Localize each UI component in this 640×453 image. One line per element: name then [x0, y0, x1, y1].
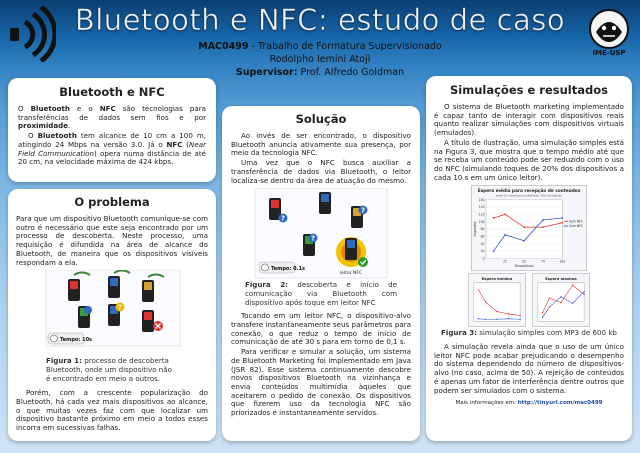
section-title: Bluetooth e NFC	[59, 85, 165, 99]
data-point	[572, 303, 573, 304]
data-point	[496, 319, 497, 320]
figure-3-caption: Figura 3: simulação simples com MP3 de 600 kb	[441, 328, 617, 338]
figure-2-caption: Figura 2: descoberta e início de comunicação via Bluetooth com dispositivo após toque em leitor NFC	[245, 280, 397, 307]
svg-text:?: ?	[310, 234, 316, 243]
data-point	[549, 307, 550, 308]
section-simulacoes	[426, 76, 632, 441]
course-line	[60, 41, 580, 53]
figure-3-main-chart	[471, 185, 587, 271]
x-tick-label: 100	[559, 260, 566, 265]
data-point	[572, 285, 573, 286]
paragraph: O sistema de Bluetooth marketing implementado é capaz tanto de interagir com dispositivos reais quanto realizar simulações com dispositivos virtuais (emulados).	[434, 102, 624, 138]
y-tick-label: 120	[478, 212, 485, 217]
x-tick-label: 25	[503, 260, 508, 265]
data-point	[508, 318, 509, 319]
phone-icon	[108, 276, 120, 298]
paragraph: Uma vez que o NFC busca auxiliar a transferência de dados via Bluetooth, o leitor localiza-se dentro da área de atuação do mesmo.	[231, 158, 411, 185]
figure-3-small-charts	[434, 273, 624, 327]
y-tick-label: 80	[480, 227, 485, 232]
course-description: - Trabalho de Formatura Supervisionado	[248, 41, 442, 52]
section-title: Solução	[295, 112, 347, 126]
y-tick-label: 100	[478, 220, 485, 225]
more-info-link[interactable]: http://tinyurl.com/mac0499	[517, 400, 603, 407]
success-icon	[358, 257, 368, 267]
chart-subtitle: entre 10 conexões simultâneas, 20% de rejeição	[495, 193, 563, 198]
ime-usp-logo	[586, 8, 632, 66]
data-point	[519, 319, 520, 320]
section-problema	[8, 189, 216, 441]
y-axis-label: Segundos	[473, 221, 478, 237]
phone-icon	[142, 280, 154, 302]
section-title: Simulações e resultados	[450, 83, 608, 97]
x-tick-label: 75	[541, 260, 546, 265]
section-bluetooth-nfc	[8, 78, 216, 182]
supervisor-name: Prof. Alfredo Goldman	[297, 67, 405, 78]
y-tick-label: 40	[480, 242, 485, 247]
data-point	[478, 318, 479, 319]
legend-label: Com NFC	[569, 224, 583, 229]
data-point	[478, 290, 479, 291]
data-point	[583, 294, 584, 295]
chart-title: Espera máxima	[545, 277, 577, 282]
nfc-reader-label: leitor NFC	[339, 271, 363, 277]
data-point	[560, 296, 561, 297]
course-code: MAC0499	[198, 41, 249, 52]
plot-area	[474, 283, 520, 322]
author-name: Rodolpho Iemini Atoji	[269, 54, 371, 65]
data-point	[542, 219, 544, 221]
data-point	[504, 234, 506, 236]
section-solucao	[222, 106, 420, 441]
ime-logo-text: IME-USP	[592, 49, 626, 57]
data-point	[542, 317, 543, 318]
clock-icon	[51, 335, 58, 342]
data-point	[504, 214, 506, 216]
paragraph: O Bluetooth tem alcance de 10 cm a 100 m, atingindo 24 Mbps na versão 3.0. Já o NFC (Near Field Communication) opera numa distância de até 20 cm, na velocidade máxima de 424 kbps.	[18, 131, 206, 167]
legend-label: Sem NFC	[569, 219, 583, 224]
data-point	[493, 250, 495, 252]
paragraph: Para verificar e simular a solução, um sistema de Bluetooth Marketing foi implementado em Java (JSR 82). Esse sistema continuamente descobre novos dispositivos Bluetooth na vizinhança e envia conteúdos multimídia àqueles que aceitarem o pedido de conexão. Os dispositivos que fizerem uso da tecnologia NFC são priorizados e instantaneamente servidos.	[231, 347, 411, 418]
data-point	[496, 311, 497, 312]
paragraph: Porém, com a crescente popularização do Bluetooth, há cada vez mais dispositivos ao alcance, o que muitas vezes faz com que localizar um dispositivo bastante próximo em meio a todos esses incorra em sucessivas falhas.	[16, 388, 208, 433]
paragraph: A título de ilustração, uma simulação simples está na Figura 3, que mostra que o tempo médio até que se receba um conteúdo pode ser reduzido com o uso do NFC (simulando toques de 20% dos dispositivos a cada 10 s em um único leitor).	[434, 137, 624, 182]
phone-icon	[319, 192, 331, 214]
y-tick-label: 160	[478, 198, 485, 203]
y-tick-label: 60	[480, 234, 485, 239]
data-point	[523, 240, 525, 242]
figure-2-time: Tempo: 0.1s	[271, 266, 305, 273]
svg-text:?: ?	[360, 206, 366, 215]
data-point	[523, 227, 525, 229]
data-point	[519, 315, 520, 316]
chart-title: Espera mínima	[481, 277, 513, 282]
data-point	[508, 314, 509, 315]
svg-text:?: ?	[280, 214, 286, 223]
data-point	[549, 298, 550, 299]
y-tick-label: 20	[480, 249, 485, 254]
paragraph: O Bluetooth e o NFC são tecnologias para transferências de dados sem fios e por proximidade.	[18, 104, 206, 131]
x-axis-label: Dispositivos	[514, 264, 534, 269]
y-tick-label: 140	[478, 205, 485, 210]
figure-2-nfc-diagram	[231, 188, 411, 280]
poster-header	[0, 0, 640, 82]
section-title: O problema	[74, 195, 150, 209]
figure-1-discovery-diagram	[16, 270, 208, 356]
data-point	[493, 217, 495, 219]
svg-text:?: ?	[117, 303, 123, 312]
paragraph: Para que um dispositivo Bluetooth comunique-se com outro é necessário que este seja encontrado por um processo de descoberta. Neste processo, uma requisição é difundida na área de alcance do Bluetooth, de maneira que os dispositivos visíveis respondam a ela.	[16, 214, 208, 267]
figure-1-caption: Figura 1: processo de descoberta Bluetooth, onde um dispositivo não é encontrado em meio a outros.	[46, 356, 172, 383]
ime-logo-icon	[586, 8, 632, 50]
more-info	[434, 399, 624, 408]
paragraph: Ao invés de ser encontrado, o dispositivo Bluetooth anuncia ativamente sua presença, por meio da tecnologia NFC.	[231, 131, 411, 158]
data-point	[561, 222, 563, 224]
x-tick-label: 50	[522, 260, 527, 265]
data-point	[542, 227, 544, 229]
figure-3-min-chart	[468, 273, 526, 327]
data-point	[561, 217, 563, 219]
phone-icon	[345, 238, 357, 260]
supervisor-label: Supervisor:	[235, 67, 298, 78]
y-tick-label: 0	[482, 256, 485, 261]
clock-icon	[262, 264, 269, 271]
data-point	[542, 312, 543, 313]
data-point	[485, 319, 486, 320]
data-point	[560, 302, 561, 303]
phone-icon	[142, 310, 154, 332]
paragraph: A simulação revela ainda que o uso de um único leitor NFC pode acabar prejudicando o desempenho do sistema dependendo do número de dispositivos-alvo (no caso, acima de 50). A rejeição de conteúdos é apenas um fator de interferência dentre outros que podem ser simulados com o sistema.	[434, 342, 624, 395]
more-info-label: Mais informações em:	[455, 400, 518, 407]
figure-1-time: Tempo: 10s	[60, 337, 93, 344]
figure-3-max-chart	[532, 273, 590, 327]
bluetooth-icon	[84, 306, 92, 314]
chart-title: Espera média para recepção de conteúdos	[477, 189, 581, 195]
poster-title: Bluetooth e NFC: estudo de caso	[74, 3, 566, 37]
phone-icon	[68, 279, 80, 301]
data-point	[583, 291, 584, 292]
wireless-signal-icon	[8, 6, 56, 62]
data-point	[485, 302, 486, 303]
paragraph: Tocando em um leitor NFC, o dispositivo-alvo transfere instantaneamente seus parâmetros para conexão, o que reduz o tempo de início de comunicação de até 30 s para em torno de 0,1 s.	[231, 311, 411, 347]
